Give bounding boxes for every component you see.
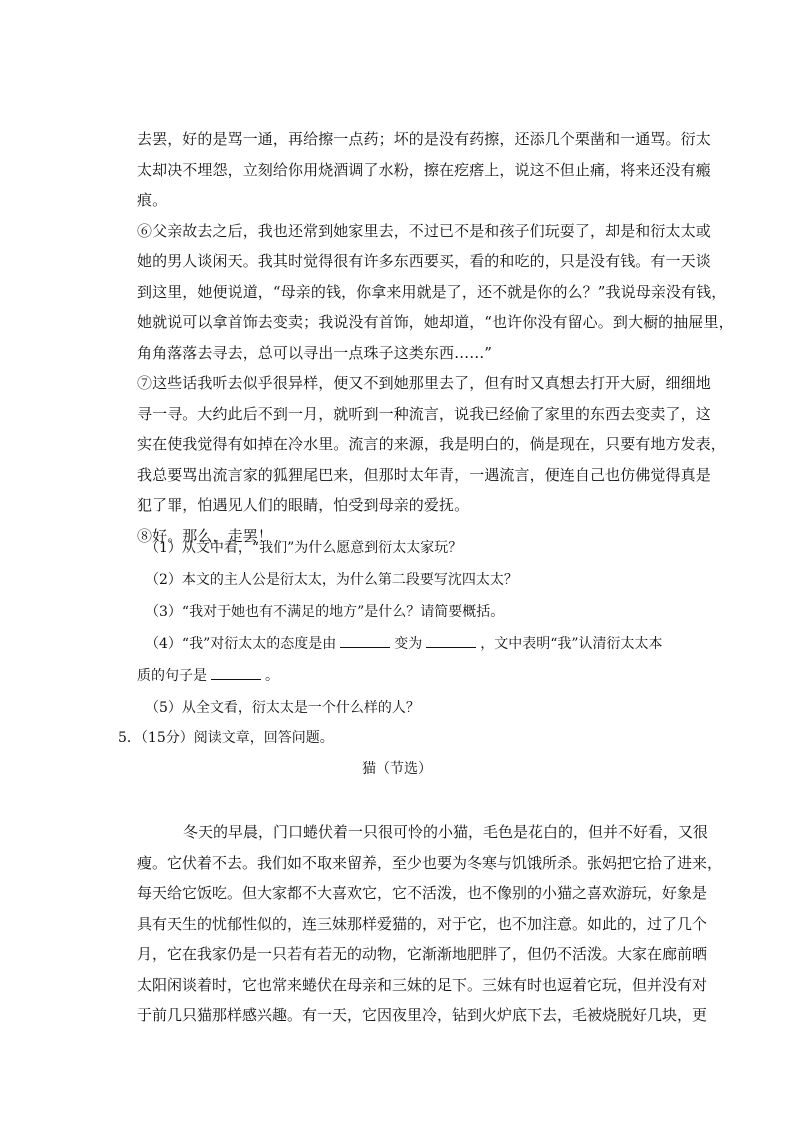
essay-line: 于前几只猫那样感兴趣。有一天，它因夜里冷，钻到火炉底下去，毛被烧脱好几块，更 — [137, 1006, 708, 1024]
answer-blank[interactable] — [340, 633, 390, 648]
question-4-text: 质的句子是 — [137, 668, 207, 684]
paragraph-7-line: ⑦这些话我听去似乎很异样，便又不到她那里去了，但有时又真想去打开大厨，细细地 — [137, 374, 711, 392]
question-4-text: （4）“我”对衍太太的态度是由 — [145, 636, 337, 652]
essay-line: 太阳闲谈着时，它也常来蜷伏在母亲和三妹的足下。三妹有时也逗着它玩，但并没有对 — [137, 975, 708, 994]
essay-text — [137, 817, 723, 1031]
question-4-text: ，文中表明“我”认清衍太太本 — [480, 636, 663, 652]
passage-line: 太却决不埋怨，立刻给你用烧酒调了水粉，擦在疙瘩上，说这不但止痛，将来还没有瘢 — [137, 160, 711, 179]
passage-line: 她就说可以拿首饰去变卖；我说没有首饰，她却道，“也许你没有留心。到大橱的抽屉里， — [137, 313, 734, 331]
passage-line: 痕。 — [137, 191, 168, 209]
paragraph-8-line: ⑧好。那么，走罢！ — [137, 526, 273, 545]
essay-line: 月，它在我家仍是一只若有若无的动物，它渐渐地肥胖了，但仍不活泼。大家在廊前晒 — [137, 945, 708, 963]
passage-line: 到这里，她便说道，“母亲的钱，你拿来用就是了，还不就是你的么？”我说母亲没有钱， — [137, 282, 727, 301]
passage-line: 实在使我觉得有如掉在冷水里。流言的来源，我是明白的，倘是现在，只要有地方发表， — [137, 435, 726, 453]
question-4-text: 。 — [265, 668, 279, 684]
passage-line: 我总要骂出流言家的狐狸尾巴来，但那时太年青，一遇流言，便连自己也仿佛觉得真是 — [137, 465, 711, 484]
answer-blank[interactable] — [211, 665, 261, 680]
question-2: （2）本文的主人公是衍太太，为什么第二段要写沈四太太？ — [145, 572, 518, 588]
passage-line: 她的男人谈闲天。我其时觉得很有许多东西要买，看的和吃的，只是没有钱。有一天谈 — [137, 252, 711, 270]
essay-title: 猫（节选） — [362, 761, 432, 777]
question-5: （5）从全文看，衍太太是一个什么样的人？ — [145, 700, 420, 716]
passage-line: 去罢，好的是骂一通，再给擦一点药；坏的是没有药擦，还添几个栗凿和一通骂。衍太 — [137, 130, 711, 148]
question-4-text: 变为 — [394, 636, 423, 652]
paragraph-6-line: ⑥父亲故去之后，我也还常到她家里去，不过已不是和孩子们玩耍了，却是和衍太太或 — [137, 221, 711, 240]
question-4 — [145, 628, 695, 660]
essay-line: 冬天的早晨，门口蜷伏着一只很可怜的小猫，毛色是花白的，但并不好看，又很 — [183, 823, 709, 841]
question-3: （3）“我对于她也有不满足的地方”是什么？请简要概括。 — [145, 604, 505, 620]
item-5-heading: 5．（15分）阅读文章，回答问题。 — [118, 730, 334, 746]
question-1: （1）从文中看，“我们”为什么愿意到衍太太家玩？ — [145, 540, 463, 556]
essay-line: 瘦。它伏着不去。我们如不取来留养，至少也要为冬寒与饥饿所杀。张妈把它拾了进来， — [137, 853, 723, 872]
answer-blank[interactable] — [426, 633, 476, 648]
question-4-continued — [137, 660, 279, 692]
passage-line: 犯了罪，怕遇见人们的眼睛，怕受到母亲的爱抚。 — [137, 496, 470, 514]
essay-line: 每天给它饭吃。但大家都不大喜欢它，它不活泼，也不像别的小猫之喜欢游玩，好象是 — [137, 884, 708, 902]
passage-line: 角角落落去寻去，总可以寻出一点珠子这类东西……” — [137, 343, 493, 362]
passage-text — [137, 124, 734, 551]
passage-line: 寻一寻。大约此后不到一月，就听到一种流言，说我已经偷了家里的东西去变卖了，这 — [137, 404, 711, 423]
essay-line: 具有天生的忧郁性似的，连三妹那样爱猫的，对于它，也不加注意。如此的，过了几个 — [137, 914, 708, 933]
